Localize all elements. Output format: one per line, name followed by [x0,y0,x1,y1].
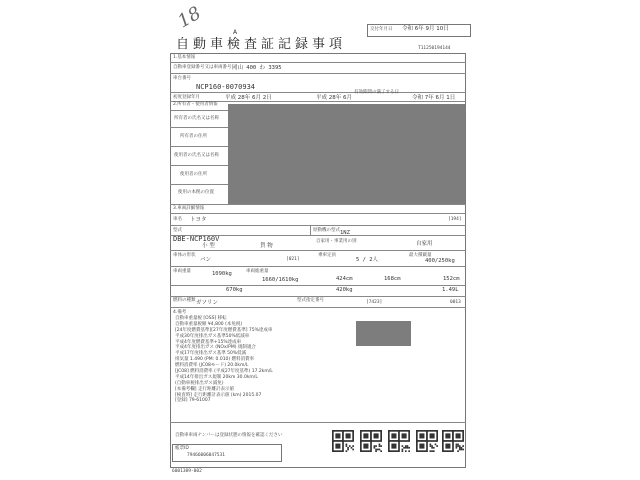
redacted-owner-info [228,104,465,205]
section1-heading: 1.基本情報 [173,55,196,60]
remark-line: [JC08] 燃料消費率 (平成27年度基準) 17.2km/L [175,369,273,375]
maker-label: 車名 [173,217,182,222]
first-registration-label: 初度登録年月 [173,95,200,100]
section4-heading: 4.備考 [173,310,187,315]
remark-line: [24年度燃費基準][27年度燃費基準] 75%達成車 [175,327,273,333]
date-a-value: 平成 28年 6月 2日 [225,95,272,101]
private-use-value: 自家用 [416,241,433,247]
class-number-value: 0013 [450,300,461,305]
remark-line: 自動車重量税 [OSS] 移転 [175,316,227,321]
rule [170,127,228,128]
form-id-label: 帳票ID [175,446,189,451]
remark-line: 平成4年度排出ガス (NOx/PM) 規制適合 [175,345,256,351]
length-value: 424cm [336,276,353,282]
type-number-label: 型式指定番号 [297,298,324,303]
rule [170,307,466,308]
maker-value: トヨタ [190,217,207,223]
rule [170,184,228,185]
type-number-value: [7423] [366,300,383,305]
max-load-label: 最大積載量 [409,253,432,258]
document-title: 自動車検査証記録事項 [176,37,347,52]
document-serial: T11250194144 [418,46,451,51]
displacement-value: 1.49L [442,287,459,293]
capacity-value: 5 / 2人 [356,257,379,263]
vehicle-weight-label: 車両重量 [173,269,191,274]
fuel-label: 燃料の種類 [173,298,196,303]
remarks-lines [175,317,345,405]
section3-heading: 3.車両詳細情報 [173,206,205,211]
rule [170,266,466,267]
remark-line: 自動車重量税額 ¥4,800 (本免税) [175,321,243,327]
form-id-value: 79466006047531 [187,453,225,458]
footer-note: 自動車車両ナンバーは登録状態の情報を確認ください [175,433,283,438]
section2-heading: 2.所有者・使用者情報 [173,102,218,107]
gross-weight-label: 車両総重量 [246,269,269,274]
qr-code-5 [440,430,466,452]
remark-line: [登録] 79-61007 [175,398,211,404]
axle-ff-value: 670kg [226,287,243,293]
user-address-label: 使用者の住所 [180,172,207,177]
rule [310,225,311,235]
rule [170,165,228,166]
body-shape-label: 車体の形状 [173,253,196,258]
expiry-label: 有効期間の満了する日 [354,90,399,95]
remark-line: 排気量 1.490 (PM: 0.010) 燃料消費率 [175,357,255,363]
axle-rr-value: 420kg [336,287,353,293]
owner-name-label: 所有者の氏名又は名称 [174,116,219,121]
fuel-value: ガソリン [196,300,219,306]
rule [170,235,466,236]
body-shape-code: [021] [286,257,300,262]
model-value: DBE-NCP160V [173,235,220,243]
qr-code-2 [358,430,384,452]
rule [170,250,466,251]
owner-address-label: 所有者の住所 [180,134,207,139]
redacted-remarks-box [356,321,411,346]
remark-line: [検査時] 走行距離計表示値 (km) 2015.07 [175,392,262,398]
engine-value: 1NZ [340,230,350,236]
header-small-a: A [233,29,238,36]
rule [170,285,466,286]
rule [170,92,466,93]
max-load-value: 400/250kg [425,258,455,264]
user-name-label: 使用者の氏名又は名称 [174,153,219,158]
gross-weight-value: 1660/1610kg [262,277,299,283]
rule [170,146,228,147]
height-value: 152cm [443,276,460,282]
issue-date-value: 令和 6年 9月 10日 [402,26,449,32]
vehicle-weight-value: 1090kg [212,271,232,277]
rule [170,422,466,423]
issue-date-label: 交付年月日 [370,27,393,32]
first-registration-value: 平成 28年 6月 [316,95,352,101]
maker-code: [194] [448,217,462,222]
remark-line: 平成30年度排出ガス基準50%低減車 [175,333,250,339]
remark-line: [本備考欄] 走行距離計表示値 [175,386,234,392]
form-code: 6001389-002 [172,469,202,474]
private-use-label: 自家用・事業用の別 [316,239,357,244]
remark-line: 平成14年排出ガス規制 20km 30.0km/L [175,374,258,380]
reg-number-label: 自動車登録番号又は車両番号 [173,65,232,70]
qr-code-3 [386,430,412,452]
handwritten-number: 18 [174,2,205,33]
remark-line: 燃料消費率 (JC08モード) 20.0km/L [175,363,249,369]
reg-number-value: 岡山 400 わ 3395 [232,65,282,71]
width-value: 168cm [384,276,401,282]
rule [170,225,466,226]
qr-code-4 [414,430,440,452]
base-location-label: 使用の本拠の位置 [178,190,214,195]
remark-line: 平成4年度燃費基準+15%達成車 [175,339,242,345]
chassis-label: 車台番号 [173,76,191,81]
remark-line: (自動車税排出ガス減免) [175,380,224,386]
capacity-label: 乗車定員 [318,253,336,258]
rule [170,296,466,297]
qr-code-1 [330,430,356,452]
rule [170,213,466,214]
use-value: 貨 物 [260,243,273,249]
chassis-value: NCP160-0070934 [196,83,256,91]
remark-line: 平成17年度排出ガス基準 50%低減 [175,351,247,357]
engine-label: 原動機の型式 [313,228,340,233]
model-label: 型式 [173,228,182,233]
body-shape-value: バン [200,257,212,263]
rule [170,62,466,63]
rule [170,73,466,74]
kind-value: 小 型 [202,243,215,249]
rule [170,204,466,205]
expiry-value: 令和 7年 6月 1日 [412,95,456,101]
